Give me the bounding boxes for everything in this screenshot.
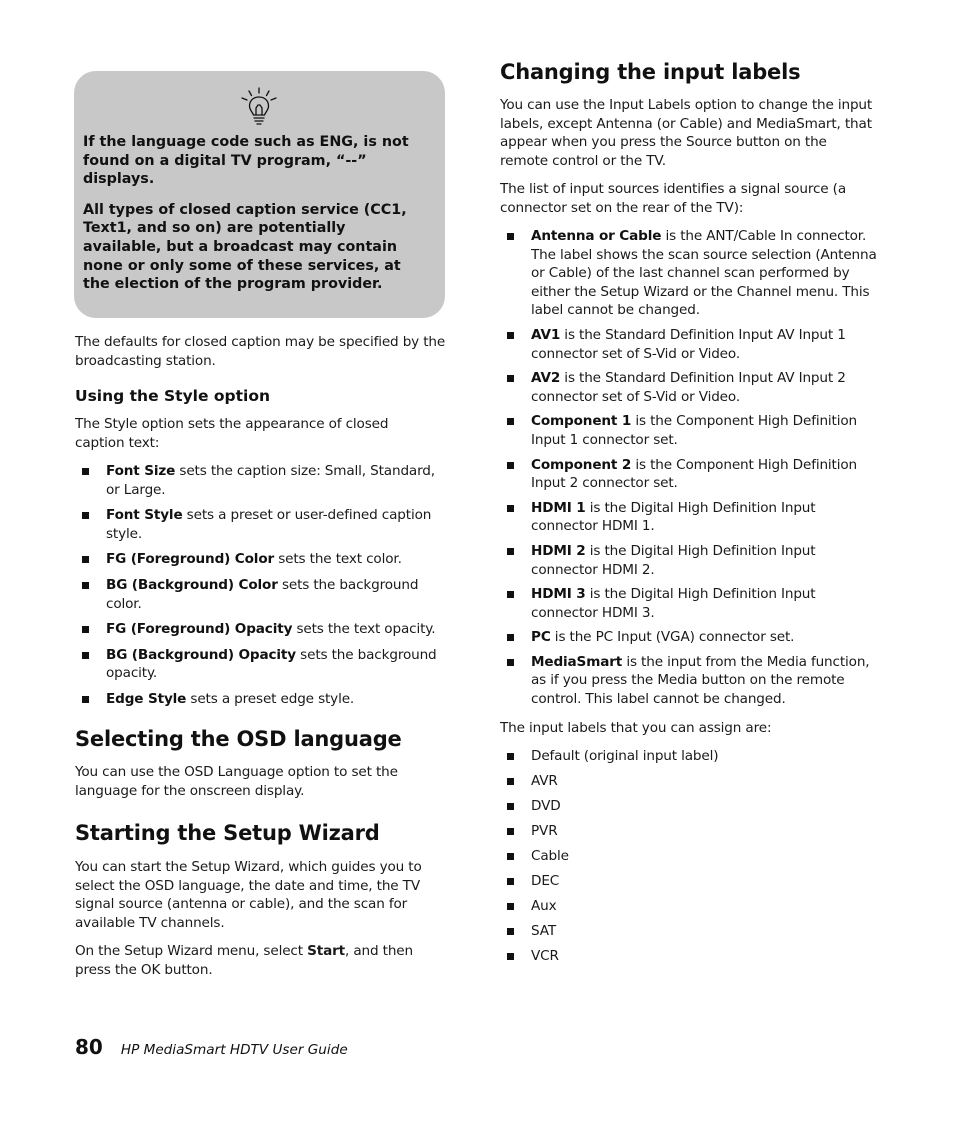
- item-desc: sets a preset or user-defined caption style.: [106, 507, 432, 542]
- list-item: AVR: [500, 772, 878, 791]
- bullet-square-icon: [507, 462, 514, 469]
- input-sources-list: [500, 227, 878, 709]
- list-item: Cable: [500, 847, 878, 866]
- item-desc: is the Digital High Definition Input connector HDMI 2.: [531, 542, 816, 578]
- item-desc: is the PC Input (VGA) connector set.: [550, 629, 795, 646]
- style-intro-paragraph: The Style option sets the appearance of closed caption text:: [75, 416, 389, 451]
- bullet-square-icon: [507, 953, 514, 960]
- style-options-list: [75, 462, 447, 709]
- item-term: BG (Background) Color: [106, 576, 278, 593]
- start-text-pre: On the Setup Wizard menu, select: [75, 943, 308, 959]
- bullet-square-icon: [507, 418, 514, 425]
- item-desc: is the Digital High Definition Input connector HDMI 3.: [531, 586, 816, 621]
- list-item: [75, 550, 447, 569]
- item-desc: is the ANT/Cable In connector. The label shows the scan source selection (Antenna or Cable) of the last channel scan performed by either the Setup Wizard or the Channel menu. This label cannot be changed.: [531, 228, 877, 319]
- item-desc: is the Standard Definition Input AV Input 1 connector set of S-Vid or Video.: [531, 326, 846, 362]
- item-term: Antenna or Cable: [531, 228, 662, 244]
- guide-title: HP MediaSmart HDTV User Guide: [120, 1042, 348, 1058]
- item-term: HDMI 3: [531, 586, 586, 603]
- bullet-square-icon: [507, 878, 514, 885]
- item-term: AV2: [531, 370, 561, 387]
- setup-wizard-paragraph: You can start the Setup Wizard, which guides you to select the OSD language, the date and time, the TV signal source (antenna or cable), and the scan for available TV channels.: [75, 859, 422, 931]
- item-term: Edge Style: [106, 690, 187, 707]
- list-item: DVD: [500, 797, 878, 816]
- list-item: [75, 506, 447, 543]
- tip-text-language-code: If the language code such as ENG, is not found on a digital TV program, “--” displays.: [83, 134, 409, 188]
- bullet-square-icon: [82, 512, 89, 519]
- list-item: [500, 499, 878, 536]
- list-item: SAT: [500, 922, 878, 941]
- item-desc: is the Component High Definition Input 2 connector set.: [531, 456, 857, 492]
- item-term: PC: [531, 629, 551, 646]
- lightbulb-icon: [239, 87, 279, 125]
- bullet-square-icon: [507, 828, 514, 835]
- bullet-square-icon: [82, 582, 89, 589]
- list-item: [500, 412, 878, 449]
- list-item: [75, 646, 447, 683]
- item-term: Component 1: [531, 413, 632, 430]
- item-term: HDMI 2: [531, 542, 586, 559]
- bullet-square-icon: [507, 903, 514, 910]
- list-item: [500, 542, 878, 579]
- list-item: [500, 628, 878, 647]
- list-item: DEC: [500, 872, 878, 891]
- bullet-square-icon: [507, 505, 514, 512]
- list-item: [500, 585, 878, 622]
- item-term: BG (Background) Opacity: [106, 646, 296, 663]
- bullet-square-icon: [507, 634, 514, 641]
- list-item: PVR: [500, 822, 878, 841]
- bullet-square-icon: [507, 853, 514, 860]
- item-term: Font Style: [106, 507, 183, 524]
- list-item: [75, 620, 447, 639]
- tip-box: [74, 71, 445, 318]
- style-option-heading: Using the Style option: [75, 387, 271, 405]
- item-term: Component 2: [531, 456, 632, 473]
- bullet-square-icon: [507, 659, 514, 666]
- bullet-square-icon: [82, 556, 89, 563]
- bullet-square-icon: [507, 803, 514, 810]
- start-text-bold: Start: [307, 943, 345, 959]
- bullet-square-icon: [507, 233, 514, 240]
- list-item: [75, 462, 447, 499]
- assignable-labels-list: [500, 747, 878, 965]
- osd-language-heading: Selecting the OSD language: [75, 727, 402, 751]
- item-term: AV1: [531, 326, 561, 343]
- bullet-square-icon: [507, 928, 514, 935]
- item-desc: is the Standard Definition Input AV Input 2 connector set of S-Vid or Video.: [531, 370, 846, 405]
- bullet-square-icon: [507, 548, 514, 555]
- item-desc: sets the background opacity.: [106, 646, 437, 682]
- bullet-square-icon: [82, 696, 89, 703]
- bullet-square-icon: [507, 753, 514, 760]
- defaults-paragraph: The defaults for closed caption may be specified by the broadcasting station.: [75, 334, 446, 369]
- item-desc: is the Digital High Definition Input connector HDMI 1.: [531, 499, 816, 535]
- list-item: VCR: [500, 947, 878, 966]
- bullet-square-icon: [507, 332, 514, 339]
- bullet-square-icon: [82, 652, 89, 659]
- list-item: [75, 690, 447, 709]
- page-number: 80: [75, 1035, 103, 1059]
- input-labels-heading: Changing the input labels: [500, 60, 801, 84]
- list-item: [500, 326, 878, 363]
- list-item: [500, 369, 878, 406]
- input-labels-intro: You can use the Input Labels option to change the input labels, except Antenna (or Cable) and MediaSmart, that appear when you press the Source button on the remote control or the TV.: [500, 97, 873, 169]
- item-desc: sets the text color.: [274, 551, 402, 568]
- bullet-square-icon: [507, 778, 514, 785]
- item-term: MediaSmart: [531, 653, 623, 670]
- item-desc: is the input from the Media function, as if you press the Media button on the remote control. This label cannot be changed.: [531, 653, 870, 708]
- item-term: Font Size: [106, 463, 176, 479]
- list-item: [500, 653, 878, 709]
- bullet-square-icon: [82, 468, 89, 475]
- setup-wizard-heading: Starting the Setup Wizard: [75, 821, 380, 845]
- bullet-square-icon: [507, 591, 514, 598]
- item-term: FG (Foreground) Opacity: [106, 621, 293, 638]
- list-item: [75, 576, 447, 613]
- start-text-post: , and then press the OK button.: [75, 943, 413, 978]
- item-desc: sets the text opacity.: [292, 621, 436, 638]
- item-term: FG (Foreground) Color: [106, 551, 275, 568]
- item-term: HDMI 1: [531, 499, 586, 516]
- input-sources-intro: The list of input sources identifies a signal source (a connector set on the rear of the TV):: [500, 181, 846, 216]
- page-footer: [75, 1035, 348, 1059]
- list-item: [500, 227, 878, 320]
- list-item: [500, 456, 878, 493]
- osd-language-paragraph: You can use the OSD Language option to set the language for the onscreen display.: [75, 764, 398, 799]
- item-desc: sets the caption size: Small, Standard, or Large.: [106, 463, 435, 498]
- setup-wizard-start-paragraph: [75, 942, 437, 979]
- list-item: Aux: [500, 897, 878, 916]
- bullet-square-icon: [82, 626, 89, 633]
- item-desc: sets the background color.: [106, 576, 419, 612]
- assignable-labels-intro: The input labels that you can assign are:: [500, 720, 772, 736]
- item-desc: sets a preset edge style.: [186, 690, 355, 707]
- bullet-square-icon: [507, 375, 514, 382]
- list-item: Default (original input label): [500, 747, 878, 766]
- item-desc: is the Component High Definition Input 1 connector set.: [531, 413, 857, 448]
- tip-text-caption-services: All types of closed caption service (CC1, Text1, and so on) are potentially available, but a broadcast may contain none or only some of these services, at the election of the program provider.: [83, 201, 407, 293]
